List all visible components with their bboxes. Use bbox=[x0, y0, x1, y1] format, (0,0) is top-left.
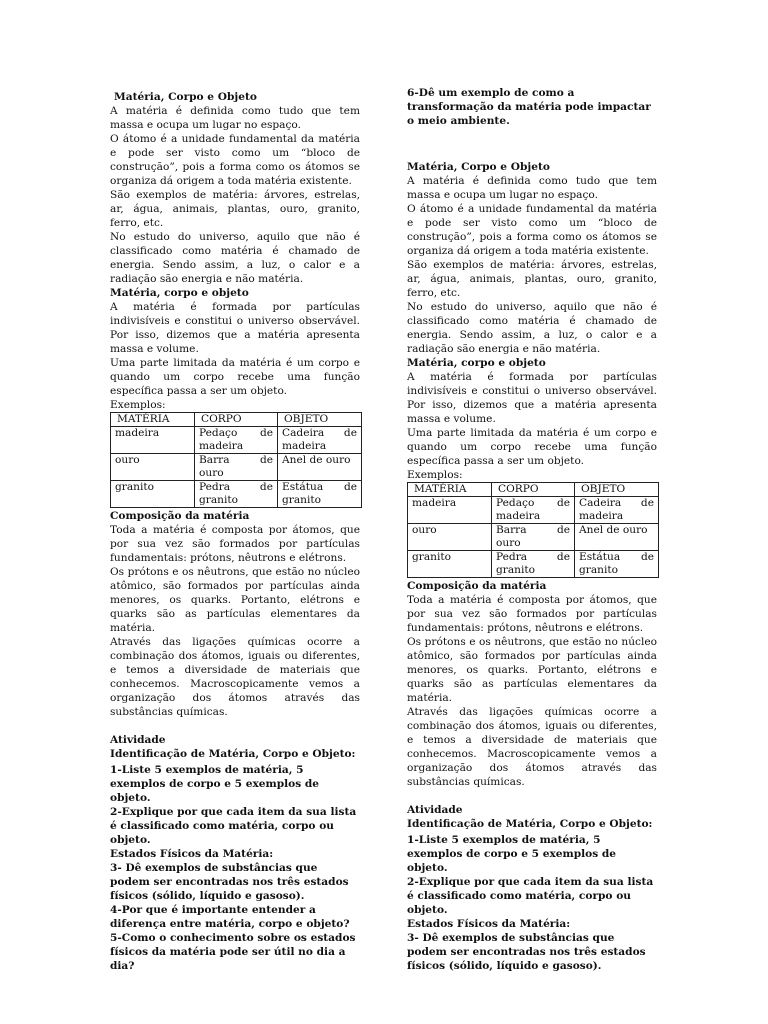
examples-table bbox=[110, 412, 362, 508]
spacer bbox=[407, 789, 657, 803]
activity-title: Atividade bbox=[110, 734, 166, 746]
table-cell bbox=[195, 481, 278, 508]
table-cell: madeira bbox=[111, 427, 195, 454]
section-heading: Matéria, corpo e objeto bbox=[110, 287, 249, 299]
table-row bbox=[111, 481, 362, 508]
left-column bbox=[110, 90, 360, 973]
paragraph: Toda a matéria é composta por átomos, que por sua vez são formados por partículas fundamentais: prótons, nêutrons e elétrons. bbox=[407, 594, 657, 634]
cell-line: Estátua de bbox=[282, 481, 357, 493]
paragraph: O átomo é a unidade fundamental da matéria e pode ser visto como um “bloco de construção”, pois a forma como os átomos se organiza dá origem a toda matéria existente. bbox=[110, 133, 360, 187]
page-title: Matéria, Corpo e Objeto bbox=[407, 161, 550, 173]
table-cell bbox=[492, 551, 575, 578]
question: 4-Por que é importante entender a diferença entre matéria, corpo e objeto? bbox=[110, 904, 350, 930]
paragraph: No estudo do universo, aquilo que não é classificado como matéria é chamado de energia. Sendo assim, a luz, o calor e a radiação são energia e não matéria. bbox=[407, 301, 657, 355]
table-cell bbox=[195, 454, 278, 481]
table-row bbox=[408, 551, 659, 578]
table-cell bbox=[278, 481, 362, 508]
activity-subtitle: Identificação de Matéria, Corpo e Objeto: bbox=[110, 748, 356, 760]
question: 2-Explique por que cada item da sua lista é classificado como matéria, corpo ou objeto. bbox=[407, 876, 654, 916]
paragraph: O átomo é a unidade fundamental da matéria e pode ser visto como um “bloco de construção”, pois a forma como os átomos se organiza dá origem a toda matéria existente. bbox=[407, 203, 657, 257]
section-heading: Composição da matéria bbox=[110, 510, 250, 522]
table-header-row bbox=[408, 483, 659, 497]
cell-line: Anel de ouro bbox=[579, 524, 648, 536]
paragraph: Uma parte limitada da matéria é um corpo e quando um corpo recebe uma função específica passa a ser um objeto. bbox=[407, 427, 657, 467]
cell-line: madeira bbox=[579, 510, 624, 522]
table-cell: granito bbox=[408, 551, 492, 578]
examples-table bbox=[407, 482, 659, 578]
cell-line: Pedaço de bbox=[199, 427, 273, 439]
cell-line: Anel de ouro bbox=[282, 454, 351, 466]
cell-line: madeira bbox=[496, 510, 541, 522]
cell-line: Pedra de bbox=[496, 551, 570, 563]
cell-line: Pedra de bbox=[199, 481, 273, 493]
cell-line: ouro bbox=[199, 467, 224, 479]
page-title: Matéria, Corpo e Objeto bbox=[114, 91, 257, 103]
table-cell bbox=[575, 497, 659, 524]
table-row bbox=[111, 454, 362, 481]
table-cell bbox=[195, 427, 278, 454]
table-cell bbox=[492, 524, 575, 551]
paragraph: Os prótons e os nêutrons, que estão no núcleo atômico, são formados por partículas ainda menores, os quarks. Portanto, elétrons e quarks são as partículas elementares da matéria. bbox=[407, 636, 657, 704]
paragraph: Através das ligações químicas ocorre a combinação dos átomos, iguais ou diferentes, e temos a diversidade de materiais que conhecemos. Macroscopicamente vemos a organização dos átomos através das substâncias químicas. bbox=[110, 636, 360, 718]
table-row bbox=[111, 427, 362, 454]
cell-line: granito bbox=[199, 494, 239, 506]
paragraph: São exemplos de matéria: árvores, estrelas, ar, água, animais, plantas, ouro, granito, ferro, etc. bbox=[110, 189, 360, 229]
table-cell: granito bbox=[111, 481, 195, 508]
spacer bbox=[407, 128, 657, 160]
table-cell: ouro bbox=[408, 524, 492, 551]
table-cell: madeira bbox=[408, 497, 492, 524]
section-heading: Estados Físicos da Matéria: bbox=[110, 848, 274, 860]
table-cell bbox=[575, 524, 659, 551]
table-cell bbox=[278, 427, 362, 454]
cell-line: Barra de bbox=[496, 524, 570, 536]
paragraph: A matéria é definida como tudo que tem massa e ocupa um lugar no espaço. bbox=[110, 105, 360, 131]
table-cell bbox=[492, 497, 575, 524]
section-heading: Estados Físicos da Matéria: bbox=[407, 918, 571, 930]
cell-line: granito bbox=[282, 494, 322, 506]
table-row bbox=[408, 524, 659, 551]
table-cell bbox=[278, 454, 362, 481]
cell-line: madeira bbox=[199, 440, 244, 452]
question: 1-Liste 5 exemplos de matéria, 5 exemplos de corpo e 5 exemplos de objeto. bbox=[407, 834, 617, 874]
paragraph: A matéria é formada por partículas indivisíveis e constitui o universo observável. Por isso, dizemos que a matéria apresenta massa e volume. bbox=[407, 371, 657, 425]
cell-line: ouro bbox=[496, 537, 521, 549]
examples-label: Exemplos: bbox=[407, 469, 463, 481]
right-column bbox=[407, 86, 657, 973]
question: 3- Dê exemplos de substâncias que podem ser encontradas nos três estados físicos (sólido, líquido e gasoso). bbox=[110, 862, 349, 902]
paragraph: Toda a matéria é composta por átomos, que por sua vez são formados por partículas fundamentais: prótons, nêutrons e elétrons. bbox=[110, 524, 360, 564]
cell-line: Cadeira de bbox=[282, 427, 357, 439]
question: 2-Explique por que cada item da sua lista é classificado como matéria, corpo ou objeto. bbox=[110, 806, 357, 846]
cell-line: Pedaço de bbox=[496, 497, 570, 509]
paragraph: No estudo do universo, aquilo que não é classificado como matéria é chamado de energia. Sendo assim, a luz, o calor e a radiação são energia e não matéria. bbox=[110, 231, 360, 285]
question: 3- Dê exemplos de substâncias que podem ser encontradas nos três estados físicos (sólido, líquido e gasoso). bbox=[407, 932, 646, 972]
cell-line: Cadeira de bbox=[579, 497, 654, 509]
table-header: CORPO bbox=[195, 413, 278, 427]
spacer bbox=[110, 719, 360, 733]
paragraph: São exemplos de matéria: árvores, estrelas, ar, água, animais, plantas, ouro, granito, ferro, etc. bbox=[407, 259, 657, 299]
question: 5-Como o conhecimento sobre os estados físicos da matéria pode ser útil no dia a dia? bbox=[110, 932, 356, 972]
paragraph: A matéria é definida como tudo que tem massa e ocupa um lugar no espaço. bbox=[407, 175, 657, 201]
table-header: OBJETO bbox=[575, 483, 659, 497]
table-header-row bbox=[111, 413, 362, 427]
activity-subtitle: Identificação de Matéria, Corpo e Objeto: bbox=[407, 818, 653, 830]
section-heading: Matéria, corpo e objeto bbox=[407, 357, 546, 369]
cell-line: granito bbox=[579, 564, 619, 576]
table-row bbox=[408, 497, 659, 524]
question: 6-Dê um exemplo de como a transformação da matéria pode impactar o meio ambiente. bbox=[407, 87, 651, 127]
paragraph: Os prótons e os nêutrons, que estão no núcleo atômico, são formados por partículas ainda menores, os quarks. Portanto, elétrons e quarks são as partículas elementares da matéria. bbox=[110, 566, 360, 634]
cell-line: madeira bbox=[282, 440, 327, 452]
cell-line: Barra de bbox=[199, 454, 273, 466]
table-header: OBJETO bbox=[278, 413, 362, 427]
examples-label: Exemplos: bbox=[110, 399, 166, 411]
paragraph: A matéria é formada por partículas indivisíveis e constitui o universo observável. Por isso, dizemos que a matéria apresenta massa e volume. bbox=[110, 301, 360, 355]
cell-line: Estátua de bbox=[579, 551, 654, 563]
activity-title: Atividade bbox=[407, 804, 463, 816]
table-header: CORPO bbox=[492, 483, 575, 497]
paragraph: Uma parte limitada da matéria é um corpo e quando um corpo recebe uma função específica passa a ser um objeto. bbox=[110, 357, 360, 397]
table-header: MATÉRIA bbox=[111, 413, 195, 427]
table-cell: ouro bbox=[111, 454, 195, 481]
table-cell bbox=[575, 551, 659, 578]
question: 1-Liste 5 exemplos de matéria, 5 exemplos de corpo e 5 exemplos de objeto. bbox=[110, 764, 320, 804]
section-heading: Composição da matéria bbox=[407, 580, 547, 592]
paragraph: Através das ligações químicas ocorre a combinação dos átomos, iguais ou diferentes, e temos a diversidade de materiais que conhecemos. Macroscopicamente vemos a organização dos átomos através das substâncias químicas. bbox=[407, 706, 657, 788]
table-header: MATÉRIA bbox=[408, 483, 492, 497]
cell-line: granito bbox=[496, 564, 536, 576]
